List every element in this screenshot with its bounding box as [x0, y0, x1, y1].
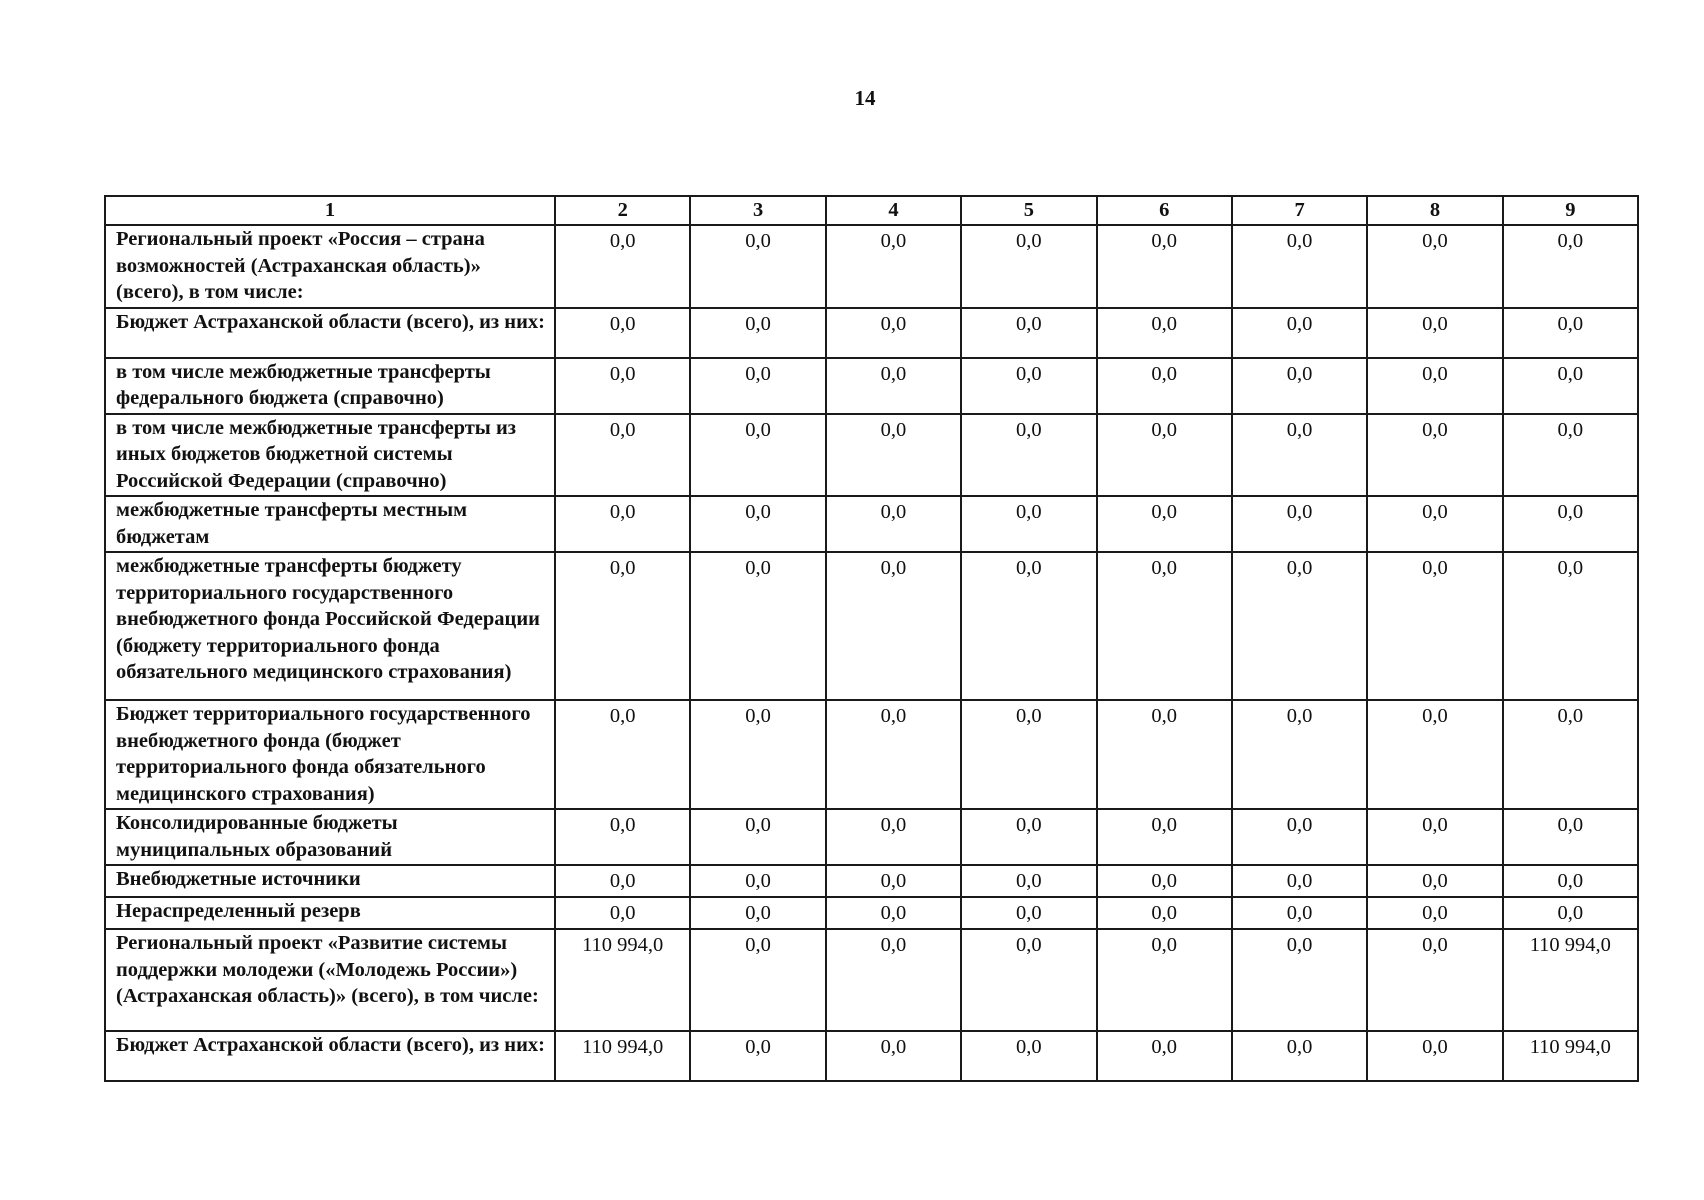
table-cell: 0,0	[1232, 809, 1367, 865]
table-cell: 0,0	[1503, 897, 1638, 929]
table-cell: 0,0	[690, 1031, 825, 1081]
row-label: Консолидированные бюджеты муниципальных образований	[105, 809, 555, 865]
table-cell: 0,0	[1232, 308, 1367, 358]
row-label: Внебюджетные источники	[105, 865, 555, 897]
table-cell: 0,0	[1367, 865, 1502, 897]
table-cell: 0,0	[690, 225, 825, 308]
table-cell: 0,0	[1503, 496, 1638, 552]
table-cell: 0,0	[826, 225, 961, 308]
table-cell: 0,0	[1097, 358, 1232, 414]
table-cell: 0,0	[1367, 552, 1502, 700]
table-cell: 0,0	[555, 809, 690, 865]
table-cell: 0,0	[690, 308, 825, 358]
table-cell: 0,0	[1232, 1031, 1367, 1081]
table-cell: 0,0	[1232, 552, 1367, 700]
table-cell: 0,0	[1232, 897, 1367, 929]
budget-table	[104, 195, 1639, 1082]
table-cell: 0,0	[826, 1031, 961, 1081]
column-header: 2	[555, 196, 690, 225]
table-cell: 0,0	[1367, 496, 1502, 552]
table-cell: 0,0	[1367, 225, 1502, 308]
row-label: Региональный проект «Развитие системы поддержки молодежи («Молодежь России») (Астраханская область)» (всего), в том числе:	[105, 929, 555, 1031]
table-cell: 0,0	[826, 308, 961, 358]
table-cell: 0,0	[826, 809, 961, 865]
table-cell: 0,0	[1097, 414, 1232, 497]
table-cell: 0,0	[1503, 700, 1638, 809]
table-cell: 0,0	[1232, 865, 1367, 897]
table-cell: 0,0	[1232, 225, 1367, 308]
column-header: 6	[1097, 196, 1232, 225]
table-cell: 0,0	[1367, 897, 1502, 929]
table-cell: 0,0	[826, 358, 961, 414]
table-cell: 0,0	[1097, 496, 1232, 552]
table-cell: 110 994,0	[555, 929, 690, 1031]
table-cell: 0,0	[1097, 809, 1232, 865]
column-header: 9	[1503, 196, 1638, 225]
table-cell: 0,0	[1503, 552, 1638, 700]
table-cell: 0,0	[555, 865, 690, 897]
table-cell: 0,0	[961, 700, 1096, 809]
table-cell: 0,0	[690, 700, 825, 809]
row-label: межбюджетные трансферты местным бюджетам	[105, 496, 555, 552]
table-cell: 0,0	[826, 414, 961, 497]
table-cell: 0,0	[961, 358, 1096, 414]
table-cell: 0,0	[1097, 865, 1232, 897]
table-cell: 0,0	[690, 496, 825, 552]
table-cell: 0,0	[1097, 552, 1232, 700]
table-cell: 0,0	[1097, 929, 1232, 1031]
table-cell: 0,0	[690, 929, 825, 1031]
table-row	[105, 1031, 1638, 1081]
page-number: 14	[854, 86, 876, 110]
table-cell: 0,0	[555, 358, 690, 414]
table-cell: 0,0	[961, 1031, 1096, 1081]
table-cell: 0,0	[1232, 700, 1367, 809]
table-cell: 0,0	[690, 552, 825, 700]
table-cell: 0,0	[1503, 865, 1638, 897]
table-cell: 0,0	[961, 552, 1096, 700]
table-cell: 110 994,0	[1503, 1031, 1638, 1081]
table-row	[105, 496, 1638, 552]
table-cell: 0,0	[1503, 308, 1638, 358]
table-cell: 0,0	[1367, 1031, 1502, 1081]
table-cell: 0,0	[555, 225, 690, 308]
table-cell: 0,0	[1097, 225, 1232, 308]
table-cell: 0,0	[961, 496, 1096, 552]
table-cell: 0,0	[1503, 225, 1638, 308]
table-cell: 0,0	[1367, 700, 1502, 809]
table-cell: 0,0	[961, 414, 1096, 497]
table-body	[105, 225, 1638, 1081]
table-row	[105, 358, 1638, 414]
table-row	[105, 897, 1638, 929]
table-cell: 0,0	[961, 897, 1096, 929]
row-label: Бюджет Астраханской области (всего), из них:	[105, 308, 555, 358]
table-cell: 0,0	[690, 865, 825, 897]
table-cell: 0,0	[1367, 414, 1502, 497]
table-cell: 0,0	[1232, 496, 1367, 552]
table-row	[105, 700, 1638, 809]
table-cell: 0,0	[555, 308, 690, 358]
table-cell: 0,0	[555, 897, 690, 929]
table-cell: 0,0	[961, 865, 1096, 897]
table-cell: 0,0	[826, 865, 961, 897]
table-cell: 0,0	[690, 414, 825, 497]
table-cell: 0,0	[555, 414, 690, 497]
table-cell: 0,0	[826, 897, 961, 929]
row-label: межбюджетные трансферты бюджету территориального государственного внебюджетного фонда Российской Федерации (бюджету территориального фонда обязательного медицинского страхования)	[105, 552, 555, 700]
column-header: 7	[1232, 196, 1367, 225]
table-cell: 0,0	[1503, 358, 1638, 414]
table-cell: 0,0	[1367, 929, 1502, 1031]
row-label: Бюджет территориального государственного внебюджетного фонда (бюджет территориального фонда обязательного медицинского страхования)	[105, 700, 555, 809]
table-cell: 0,0	[1232, 358, 1367, 414]
table-cell: 0,0	[961, 809, 1096, 865]
table-cell: 0,0	[690, 897, 825, 929]
table-row	[105, 225, 1638, 308]
table-cell: 0,0	[555, 496, 690, 552]
table-cell: 0,0	[1097, 308, 1232, 358]
table-cell: 0,0	[555, 552, 690, 700]
table-cell: 0,0	[1097, 700, 1232, 809]
table-cell: 0,0	[826, 700, 961, 809]
column-header: 1	[105, 196, 555, 225]
table-cell: 0,0	[1232, 929, 1367, 1031]
row-label: Нераспределенный резерв	[105, 897, 555, 929]
table-cell: 110 994,0	[555, 1031, 690, 1081]
table-cell: 110 994,0	[1503, 929, 1638, 1031]
row-label: Региональный проект «Россия – страна возможностей (Астраханская область)» (всего), в том числе:	[105, 225, 555, 308]
table-cell: 0,0	[1503, 809, 1638, 865]
table-cell: 0,0	[826, 929, 961, 1031]
row-label: в том числе межбюджетные трансферты федерального бюджета (справочно)	[105, 358, 555, 414]
header-row	[105, 196, 1638, 225]
column-header: 5	[961, 196, 1096, 225]
table-cell: 0,0	[1367, 308, 1502, 358]
column-header: 3	[690, 196, 825, 225]
table-row	[105, 552, 1638, 700]
table-row	[105, 308, 1638, 358]
table-cell: 0,0	[1367, 809, 1502, 865]
table-cell: 0,0	[555, 700, 690, 809]
table-cell: 0,0	[826, 552, 961, 700]
table-cell: 0,0	[690, 809, 825, 865]
row-label: Бюджет Астраханской области (всего), из них:	[105, 1031, 555, 1081]
table-row	[105, 809, 1638, 865]
column-header: 4	[826, 196, 961, 225]
table-cell: 0,0	[690, 358, 825, 414]
table-row	[105, 865, 1638, 897]
table-cell: 0,0	[1097, 1031, 1232, 1081]
table-cell: 0,0	[961, 225, 1096, 308]
row-label: в том числе межбюджетные трансферты из иных бюджетов бюджетной системы Российской Федерации (справочно)	[105, 414, 555, 497]
column-header: 8	[1367, 196, 1502, 225]
table-cell: 0,0	[1367, 358, 1502, 414]
table-cell: 0,0	[1232, 414, 1367, 497]
table-cell: 0,0	[826, 496, 961, 552]
table-cell: 0,0	[1503, 414, 1638, 497]
table-row	[105, 929, 1638, 1031]
table-row	[105, 414, 1638, 497]
table-cell: 0,0	[1097, 897, 1232, 929]
table-cell: 0,0	[961, 929, 1096, 1031]
table-cell: 0,0	[961, 308, 1096, 358]
